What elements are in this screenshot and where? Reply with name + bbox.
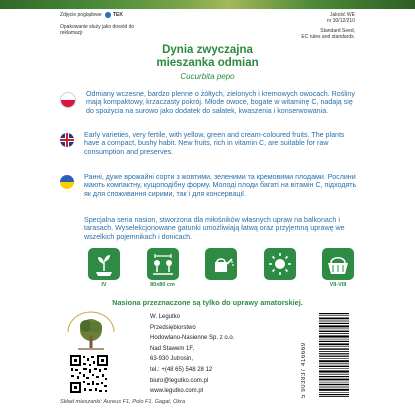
spacing-icon [147, 248, 179, 280]
tek-badge [105, 12, 123, 18]
sowing-label: IV [101, 282, 107, 288]
description-en [60, 131, 357, 156]
title-line1: Dynia zwyczajna [162, 44, 253, 56]
tek-logo-icon [105, 12, 111, 18]
watering-icon [205, 248, 237, 280]
company-name: W. Legutko [150, 314, 181, 320]
sowing-icon [88, 248, 120, 280]
tek-label: TEK [113, 12, 123, 18]
uk-flag-icon [60, 133, 74, 147]
latin-name: Cucurbita pepo [180, 72, 235, 81]
company-line1: Przedsiębiorstwo [150, 324, 196, 331]
description-ua [60, 173, 357, 198]
icon-watering [203, 248, 239, 288]
product-photo-strip [0, 0, 415, 9]
standard-line2: EC rules and standards. [301, 34, 355, 40]
product-title [60, 44, 355, 70]
standard-line1: Standard Seed, [320, 28, 355, 34]
harvest-basket-icon [322, 248, 354, 280]
company-street: Nad Stawem 1F, [150, 345, 195, 352]
description-pl-text: Odmiany wczesne, bardzo plenne o żółtych, zielonych i kremowych owocach. Rośliny mają kompaktowy, krzaczasty pokrój. Młode owoce, bogate w witaminę C, nadają się do spożycia na surowo jako dodatek do sałatek, kwaszenia i konserwowania. [86, 90, 355, 115]
icon-harvest [320, 248, 356, 288]
qr-code-icon [69, 354, 109, 394]
ukraine-flag-icon [60, 175, 74, 189]
description-en-text: Early varieties, very fertile, with yellow, green and cream-coloured fruits. The plants have a compact, bushy habit. New fruits, rich in vitamin C, are suitable for raw consumption and preserves. [84, 131, 345, 156]
harvest-label: VII-VIII [329, 282, 347, 288]
poland-flag-icon [60, 92, 76, 108]
header-right [245, 12, 355, 40]
icon-sun [262, 248, 298, 288]
legutko-logo-icon [64, 310, 118, 354]
company-line2: Hodowlano-Nasienne Sp. z o.o. [150, 335, 235, 342]
sun-icon [264, 248, 296, 280]
company-email[interactable]: biuro@legutko.com.pl [150, 377, 209, 384]
amateur-use-warning: Nasiona przeznaczone są tylko do uprawy amatorskiej. [112, 298, 303, 307]
spacing-label: 80x80 cm [150, 282, 175, 288]
barcode-icon [318, 312, 350, 398]
description-pl [60, 90, 357, 115]
icon-spacing [145, 248, 181, 288]
photo-note: Zdjęcie poglądowe [60, 12, 102, 18]
title-line2: mieszanka odmian [156, 57, 259, 69]
description-ua-text: Ранні, дуже врожайні сорти з жовтими, зеленими та кремовими плодами. Рослини мають компактну, кущоподібну форму. Молоді плоди багаті на вітамін С, підходять як для споживання сирими, так і для консервації. [84, 173, 357, 198]
company-info [150, 312, 234, 397]
cultivation-icons [86, 248, 356, 288]
company-phone: tel.: +(48 65) 548 28 12 [150, 366, 213, 373]
special-series-text: Specjalna seria nasion, stworzona dla miłośników własnych upraw na balkonach i tarasach. Wyselekcjonowane gatunki umożliwiają łatwą oraz przyjemną uprawę we wszelkich pojemnikach i donicach. [84, 216, 345, 241]
mixture-composition: Skład mieszanki: Aureus F1, Polo F1, Gagat, Okra [60, 399, 186, 405]
company-city: 63-930 Jutrosin, [150, 356, 194, 363]
quality-number: nr 30/12/210 [326, 18, 355, 24]
company-website[interactable]: www.legutko.com.pl [150, 388, 204, 395]
quality-label: Jakość WE [329, 12, 355, 18]
icon-sowing [86, 248, 122, 288]
package-note: Opakowanie służy jako dowód do reklamacji [60, 24, 135, 36]
barcode-digits: 5 903837 416669 [301, 342, 307, 398]
